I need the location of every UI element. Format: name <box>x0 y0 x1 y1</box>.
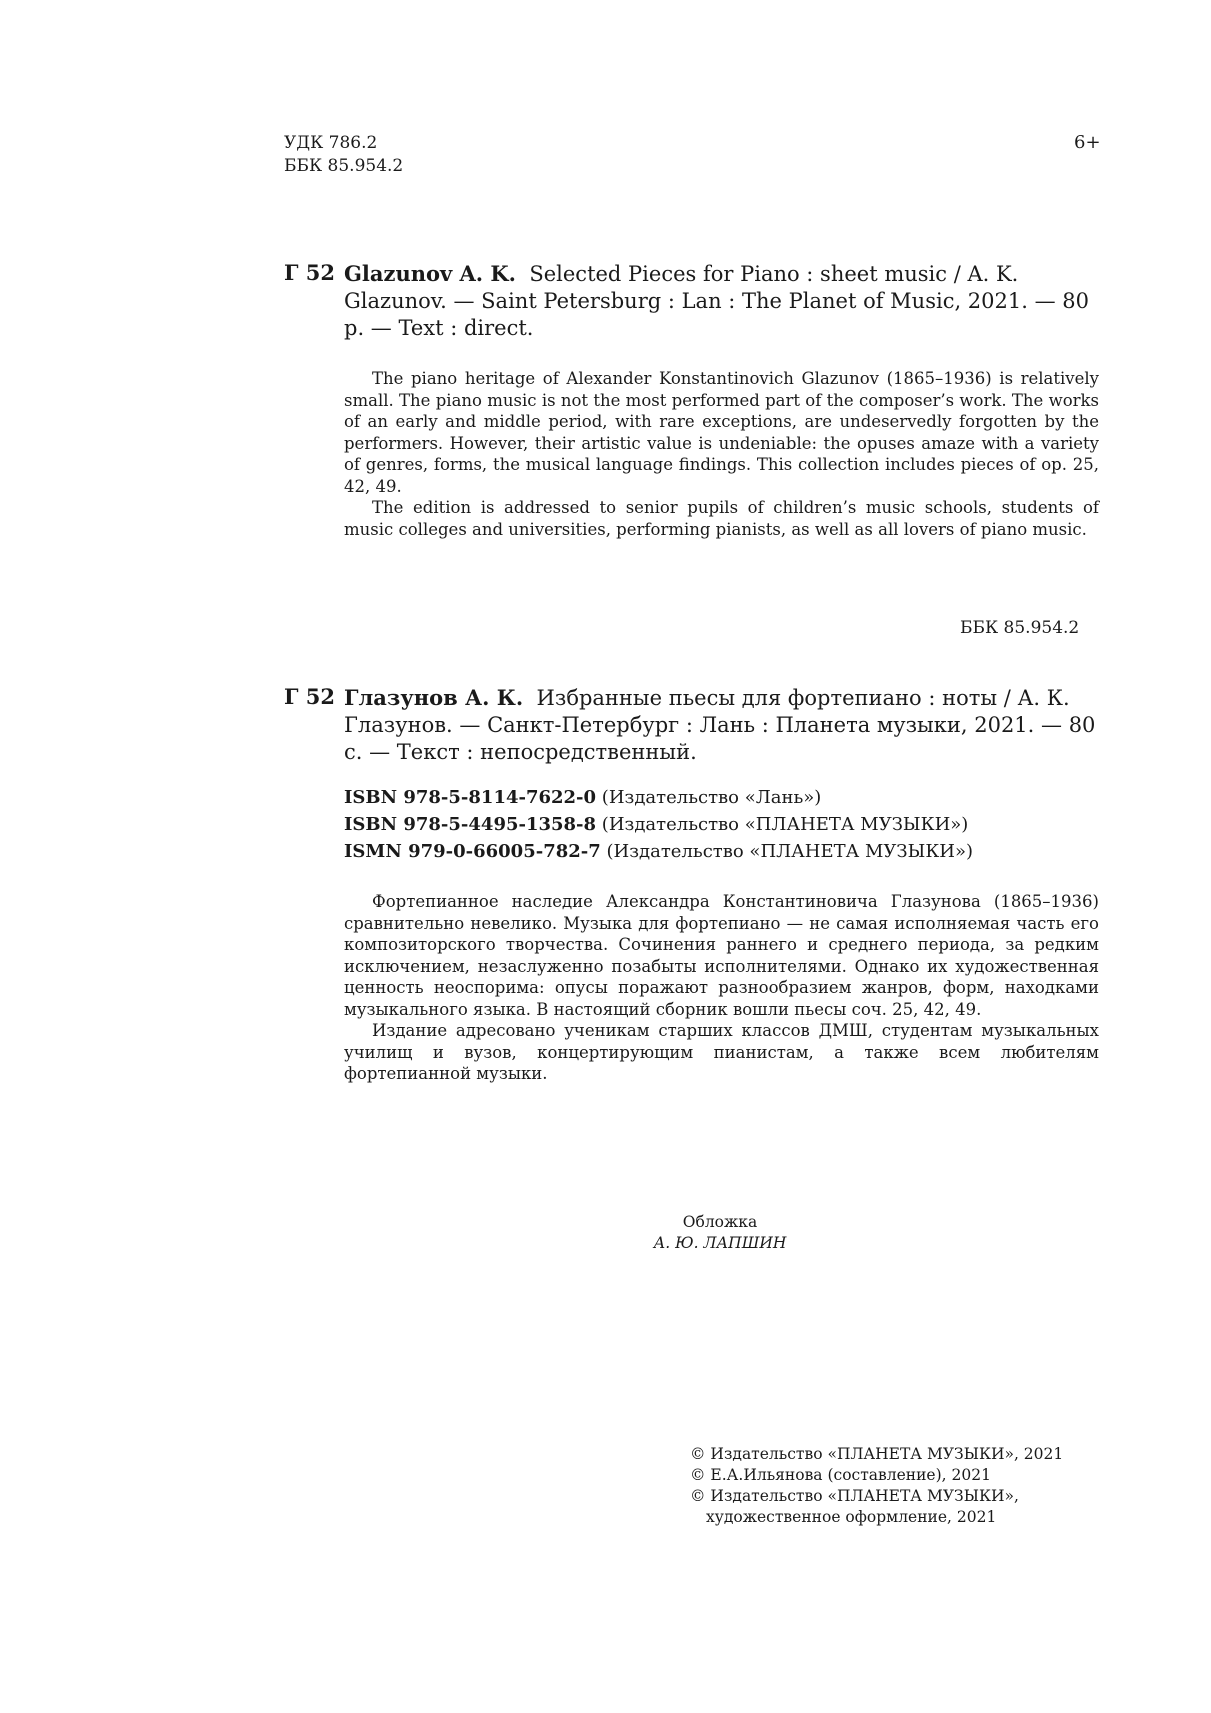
copyright-line: © Е.А.Ильянова (составление), 2021 <box>690 1466 991 1484</box>
annotation-en <box>344 368 1099 540</box>
annotation-en-p2: The edition is addressed to senior pupils of children’s music schools, students of music colleges and universities, performing pianists, as well as all lovers of piano music. <box>344 498 1099 539</box>
english-entry <box>284 260 1099 540</box>
isbn-number: ISBN 978-5-4495-1358-8 <box>344 814 597 835</box>
cover-label: Обложка <box>682 1213 758 1231</box>
isbn-publisher: (Издательство «ПЛАНЕТА МУЗЫКИ») <box>601 814 969 835</box>
udk-code: УДК 786.2 <box>284 133 378 153</box>
citation-text-en: Selected Pieces for Piano : sheet music / A. K. Glazunov. — Saint Petersburg : Lan : The Planet of Music, 2021. — 80 p. — Text : direct. <box>344 262 1089 340</box>
author-ru: Глазунов А. К. <box>344 685 524 710</box>
isbn-publisher: (Издательство «Лань») <box>601 787 822 808</box>
isbn-line <box>344 838 1099 865</box>
annotation-ru-p1: Фортепианное наследие Александра Константиновича Глазунова (1865–1936) сравнительно невелико. Музыка для фортепиано — не самая исполняемая часть его композиторского творчества. Сочинения раннего и среднего периода, за редким исключением, незаслуженно позабыты исполнителями. Однако их художественная ценность неоспорима: опусы поражают разнообразием жанров, форм, находками музыкального языка. В настоящий сборник вошли пьесы соч. 25, 42, 49. <box>344 892 1099 1019</box>
isbn-list <box>344 784 1099 865</box>
author-mark-ru: Г 52 <box>284 684 336 709</box>
annotation-ru <box>344 891 1099 1085</box>
citation-en <box>344 260 1099 342</box>
age-rating: 6+ <box>1074 132 1101 153</box>
citation-ru <box>344 684 1099 766</box>
author-mark-en: Г 52 <box>284 260 336 285</box>
bbk-repeat: ББК 85.954.2 <box>960 618 1080 638</box>
author-en: Glazunov A. K. <box>344 261 516 286</box>
isbn-publisher: (Издательство «ПЛАНЕТА МУЗЫКИ») <box>606 841 974 862</box>
copyright-line: © Издательство «ПЛАНЕТА МУЗЫКИ», 2021 <box>690 1445 1064 1463</box>
cover-designer: А. Ю. ЛАПШИН <box>653 1234 787 1252</box>
bbk-code: ББК 85.954.2 <box>284 156 404 176</box>
annotation-ru-p2: Издание адресовано ученикам старших классов ДМШ, студентам музыкальных училищ и вузов, концертирующим пианистам, а также всем любителям фортепианной музыки. <box>344 1021 1099 1083</box>
classification-block <box>284 132 403 178</box>
copyright-block <box>690 1444 1110 1528</box>
cover-credit <box>560 1212 880 1254</box>
isbn-number: ISBN 978-5-8114-7622-0 <box>344 787 597 808</box>
ismn-number: ISMN 979-0-66005-782-7 <box>344 841 601 862</box>
isbn-line <box>344 811 1099 838</box>
annotation-en-p1: The piano heritage of Alexander Konstantinovich Glazunov (1865–1936) is relatively small. The piano music is not the most performed part of the composer’s work. The works of an early and middle period, with rare exceptions, are undeservedly forgotten by the performers. However, their artistic value is undeniable: the opuses amaze with a variety of genres, forms, the musical language findings. This collection includes pieces of op. 25, 42, 49. <box>344 369 1099 496</box>
copyright-line: © Издательство «ПЛАНЕТА МУЗЫКИ», художественное оформление, 2021 <box>690 1487 1019 1526</box>
russian-entry <box>284 684 1099 1085</box>
citation-text-ru: Избранные пьесы для фортепиано : ноты / А. К. Глазунов. — Санкт-Петербург : Лань : Планета музыки, 2021. — 80 с. — Текст : непосредственный. <box>344 686 1096 764</box>
isbn-line <box>344 784 1099 811</box>
